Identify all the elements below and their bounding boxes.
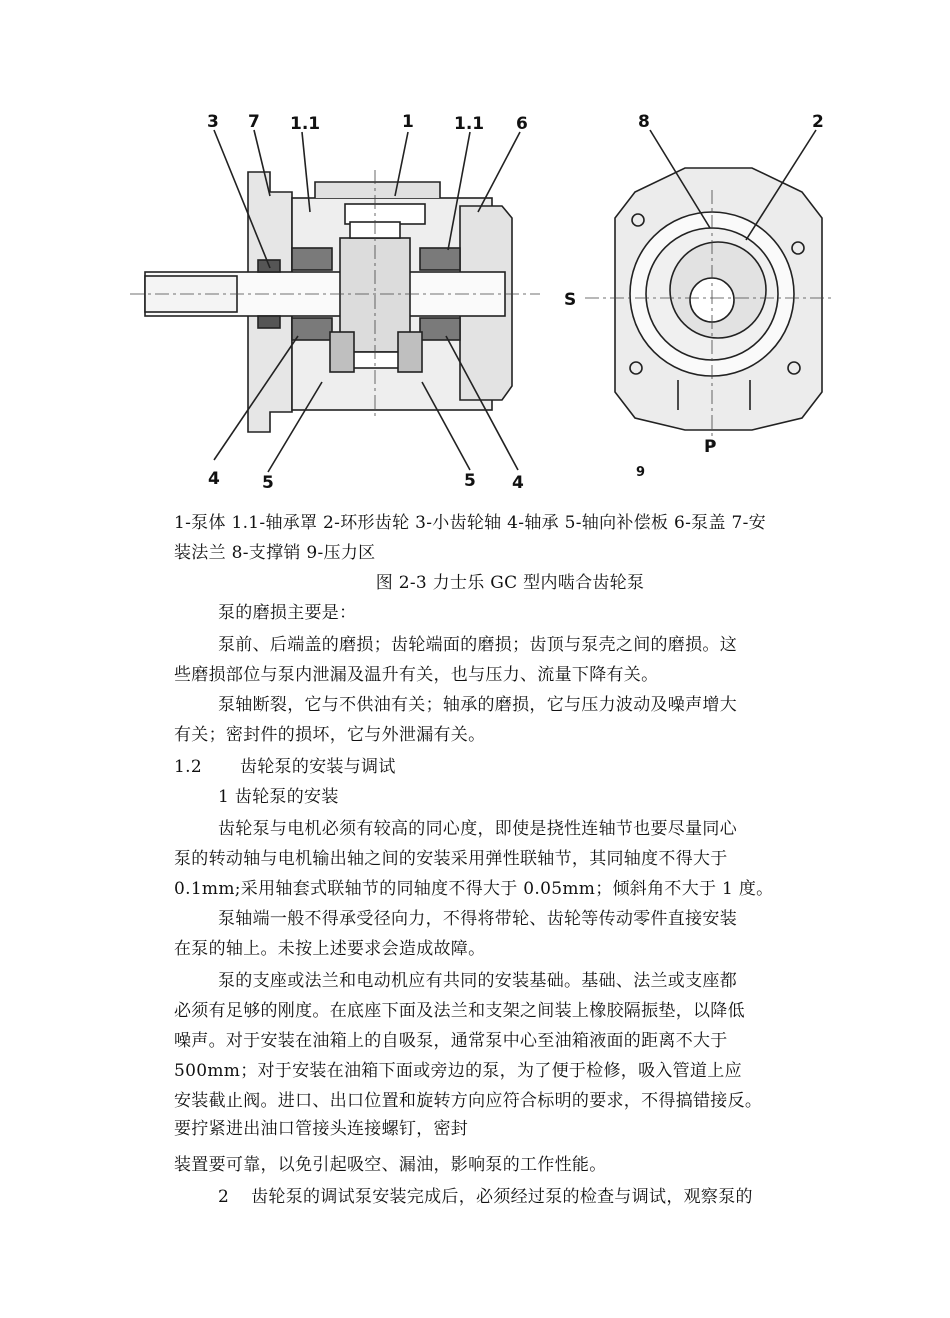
install-line-8: 噪声。对于安装在油箱上的自吸泵，通常泵中心至油箱液面的距离不大于 (174, 1031, 728, 1051)
paragraph-wear-2a: 泵轴断裂，它与不供油有关；轴承的磨损，它与压力波动及噪声增大 (218, 695, 737, 715)
label-1-1-right: 1.1 (454, 114, 485, 134)
install-line-1: 齿轮泵与电机必须有较高的同心度，即使是挠性连轴节也要尽量同心 (218, 819, 737, 839)
label-1: 1 (402, 112, 414, 132)
label-6: 6 (516, 114, 528, 134)
install-line-3: 0.1mm;采用轴套式联轴节的同轴度不得大于 0.05mm；倾斜角不大于 1 度。 (174, 879, 774, 899)
label-8: 8 (638, 112, 650, 132)
label-2: 2 (812, 112, 824, 132)
paragraph-wear-intro: 泵的磨损主要是： (218, 603, 357, 623)
install-line-10: 安装截止阀。进口、出口位置和旋转方向应符合标明的要求，不得搞错接反。 (174, 1091, 763, 1111)
install-line-6: 泵的支座或法兰和电动机应有共同的安装基础。基础、法兰或支座都 (218, 971, 737, 991)
label-9: 9 (636, 465, 646, 480)
label-4-left: 4 (208, 469, 220, 489)
section-number: 1.2 (174, 757, 202, 777)
label-p: P (704, 437, 717, 457)
paragraph-wear-1a: 泵前、后端盖的磨损；齿轮端面的磨损；齿顶与泵壳之间的磨损。这 (218, 635, 737, 655)
paragraph-wear-1b: 些磨损部位与泵内泄漏及温升有关，也与压力、流量下降有关。 (174, 665, 659, 685)
label-5-right: 5 (464, 471, 476, 491)
section-heading (174, 752, 846, 782)
install-line-4: 泵轴端一般不得承受径向力，不得将带轮、齿轮等传动零件直接安装 (218, 909, 737, 929)
section-title: 齿轮泵的安装与调试 (239, 757, 396, 777)
install-line-12: 装置要可靠，以免引起吸空、漏油，影响泵的工作性能。 (174, 1155, 607, 1175)
label-7: 7 (248, 112, 260, 132)
debug-text: 齿轮泵的调试泵安装完成后，必须经过泵的检查与调试，观察泵的 (251, 1187, 753, 1207)
label-5-left: 5 (262, 473, 274, 493)
figure-legend-line2: 装法兰 8-支撑销 9-压力区 (174, 543, 376, 563)
install-line-9: 500mm；对于安装在油箱下面或旁边的泵，为了便于检修，吸入管道上应 (174, 1061, 742, 1081)
gear-pump-diagram (130, 100, 850, 500)
figure-title: 图 2-3 力士乐 GC 型内啮合齿轮泵 (375, 573, 645, 593)
install-line-11: 要拧紧进出油口管接头连接螺钉，密封 (174, 1119, 469, 1139)
install-line-2: 泵的转动轴与电机输出轴之间的安装采用弹性联轴节，其同轴度不得大于 (174, 849, 728, 869)
label-s: S (564, 290, 577, 310)
label-4-right: 4 (512, 473, 524, 493)
subsection-install: 1 齿轮泵的安装 (218, 787, 339, 807)
figure-legend-line1: 1-泵体 1.1-轴承罩 2-环形齿轮 3-小齿轮轴 4-轴承 5-轴向补偿板 6-泵盖 7-安 (174, 513, 766, 533)
install-line-7: 必须有足够的刚度。在底座下面及法兰和支架之间装上橡胶隔振垫，以降低 (174, 1001, 745, 1021)
debug-line-1 (174, 1182, 846, 1212)
pump-section-view (130, 130, 540, 472)
install-line-5: 在泵的轴上。未按上述要求会造成故障。 (174, 939, 486, 959)
debug-number: 2 (218, 1187, 230, 1207)
paragraph-wear-2b: 有关；密封件的损坏，它与外泄漏有关。 (174, 725, 486, 745)
pump-end-view (585, 130, 835, 445)
label-3: 3 (207, 112, 219, 132)
label-1-1-left: 1.1 (290, 114, 321, 134)
